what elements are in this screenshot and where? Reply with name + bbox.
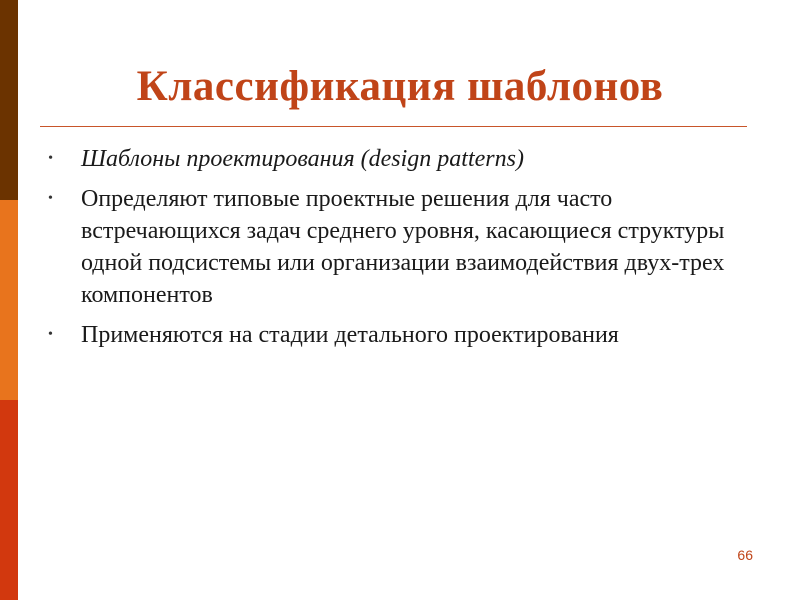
slide-title: Классификация шаблонов (136, 63, 664, 110)
page-number: 66 (737, 547, 753, 563)
side-bar-segment-red (0, 400, 18, 600)
side-bar-segment-orange (0, 200, 18, 400)
decorative-side-bar (0, 0, 18, 600)
bullet-item (48, 319, 748, 351)
bullet-text: Шаблоны проектирования (design patterns) (81, 146, 524, 172)
bullet-marker: • (48, 151, 53, 166)
title-divider (40, 126, 747, 127)
bullet-item (48, 143, 748, 175)
bullet-text: Применяются на стадии детального проектирования (81, 322, 619, 348)
bullet-marker: • (48, 327, 53, 342)
bullet-text: Определяют типовые проектные решения для часто встречающихся задач среднего уровня, касающиеся структуры одной подсистемы или организации взаимодействия двух-трех компонентов (81, 186, 725, 308)
bullet-marker: • (48, 191, 53, 206)
bullet-item (48, 183, 748, 311)
bullet-list (48, 143, 748, 359)
side-bar-segment-dark (0, 0, 18, 200)
